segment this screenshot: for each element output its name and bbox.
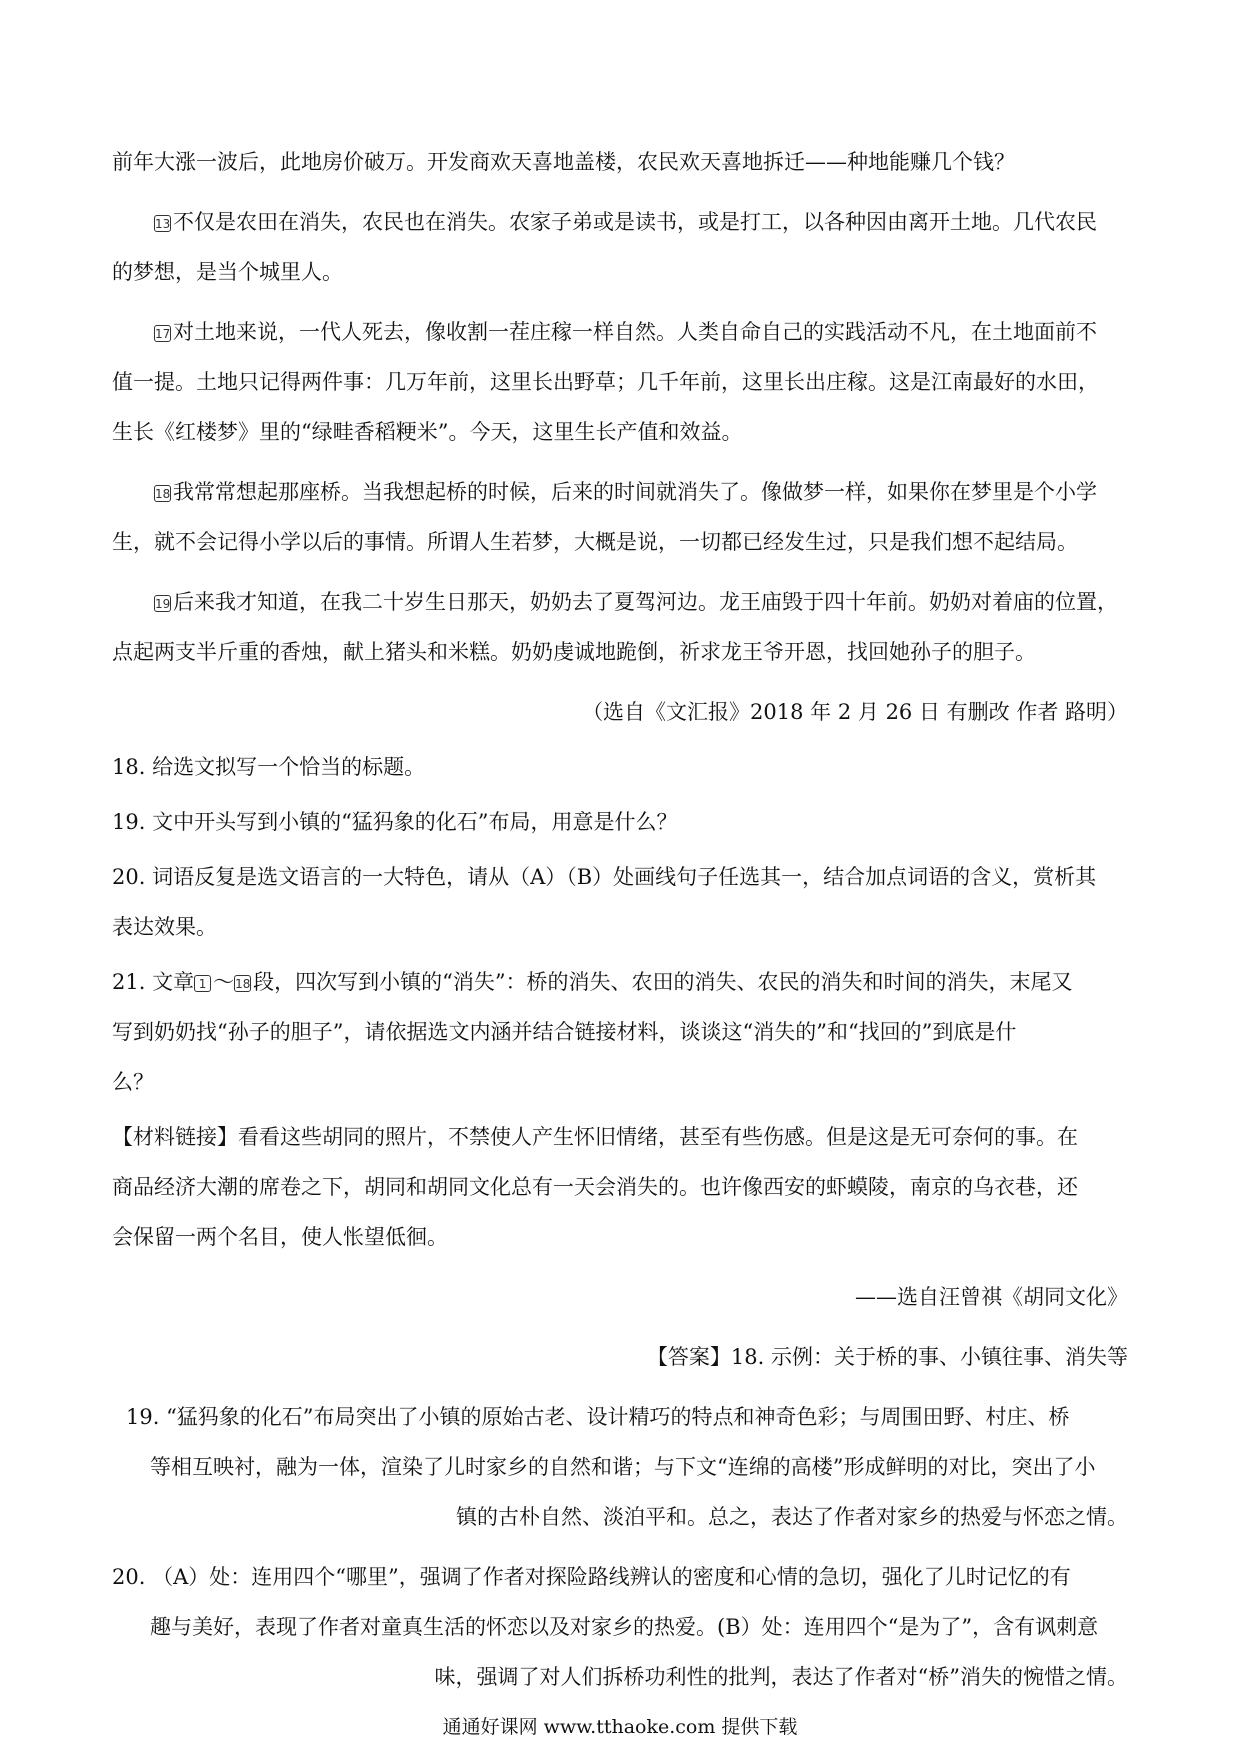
- question-21: [112, 972, 1073, 993]
- question-21-text: 段，四次写到小镇的“消失”：桥的消失、农田的消失、农民的消失和时间的消失，末尾又: [253, 970, 1073, 994]
- page-footer: 通通好课网 www.tthaoke.com 提供下载: [442, 1716, 798, 1738]
- paragraph-number-badge: 17: [155, 327, 171, 341]
- source-citation: （选自《文汇报》2018 年 2 月 26 日 有删改 作者 路明）: [582, 700, 1128, 724]
- paragraph-line: [154, 482, 1097, 503]
- material-source: ——选自汪曾祺《胡同文化》: [855, 1285, 1128, 1309]
- tilde: ～: [213, 970, 235, 994]
- paragraph-line: 值一提。土地只记得两件事：几万年前，这里长出野草；几千年前，这里长出庄稼。这是江南最好的水田，: [112, 370, 1099, 394]
- paragraph-number-badge: 18: [155, 487, 171, 501]
- question-20-cont: 表达效果。: [112, 915, 217, 939]
- paragraph-text: 我常常想起那座桥。当我想起桥的时候，后来的时间就消失了。像做梦一样，如果你在梦里是个小学: [173, 480, 1097, 504]
- paragraph-number-badge: 19: [155, 597, 171, 611]
- paragraph-line: [154, 322, 1097, 343]
- paragraph-number-badge: 1: [194, 975, 211, 992]
- answer-20: 20. （A）处：连用四个“哪里”，强调了作者对探险路线辨认的密度和心情的急切，强化了儿时记忆的有: [112, 1565, 1071, 1589]
- answer-19: 19. “猛犸象的化石”布局突出了小镇的原始古老、设计精巧的特点和神奇色彩；与周围田野、村庄、桥: [126, 1405, 1070, 1429]
- paragraph-line: 点起两支半斤重的香烛，献上猪头和米糕。奶奶虔诚地跪倒，祈求龙王爷开恩，找回她孙子的胆子。: [112, 640, 1036, 664]
- paragraph-line: 前年大涨一波后，此地房价破万。开发商欢天喜地盖楼，农民欢天喜地拆迁——种地能赚几个钱？: [112, 150, 1015, 174]
- material-line: 商品经济大潮的席卷之下，胡同和胡同文化总有一天会消失的。也许像西安的虾蟆陵，南京的乌衣巷，还: [112, 1175, 1078, 1199]
- paragraph-line: 生长《红楼梦》里的“绿畦香稻粳米”。今天，这里生长产值和效益。: [112, 420, 743, 444]
- question-21-prefix: 21. 文章: [112, 970, 195, 994]
- answer-20-cont: 趣与美好，表现了作者对童真生活的怀恋以及对家乡的热爱。(B）处：连用四个“是为了”，含有讽刺意: [150, 1615, 1099, 1639]
- answer-18: 【答案】18. 示例：关于桥的事、小镇往事、消失等: [646, 1345, 1128, 1369]
- question-19: 19. 文中开头写到小镇的“猛犸象的化石”布局，用意是什么？: [112, 810, 678, 834]
- answer-19-cont: 镇的古朴自然、淡泊平和。总之，表达了作者对家乡的热爱与怀恋之情。: [456, 1505, 1128, 1529]
- paragraph-line: 的梦想，是当个城里人。: [112, 260, 343, 284]
- material-line: 【材料链接】看看这些胡同的照片，不禁使人产生怀旧情绪，甚至有些伤感。但是这是无可奈何的事。在: [112, 1125, 1078, 1149]
- question-21-cont: 写到奶奶找“孙子的胆子”，请依据选文内涵并结合链接材料，谈谈这“消失的”和“找回的”到底是什: [112, 1020, 1017, 1044]
- paragraph-line: 生，就不会记得小学以后的事情。所谓人生若梦，大概是说，一切都已经发生过，只是我们想不起结局。: [112, 530, 1078, 554]
- answer-20-cont: 味，强调了对人们拆桥功利性的批判，表达了作者对“桥”消失的惋惜之情。: [434, 1665, 1128, 1689]
- paragraph-line: [154, 592, 1118, 613]
- paragraph-number-badge: 13: [155, 217, 171, 231]
- material-line: 会保留一两个名目，使人怅望低徊。: [112, 1225, 448, 1249]
- paragraph-text: 后来我才知道，在我二十岁生日那天，奶奶去了夏驾河边。龙王庙毁于四十年前。奶奶对着庙的位置，: [173, 590, 1118, 614]
- question-21-cont: 么？: [112, 1070, 154, 1094]
- question-18: 18. 给选文拟写一个恰当的标题。: [112, 755, 426, 779]
- paragraph-text: 对土地来说，一代人死去，像收割一茬庄稼一样自然。人类自命自己的实践活动不凡，在土地面前不: [173, 320, 1097, 344]
- paragraph-number-badge: 18: [235, 977, 251, 991]
- paragraph-text: 不仅是农田在消失，农民也在消失。农家子弟或是读书，或是打工，以各种因由离开土地。几代农民: [173, 210, 1097, 234]
- answer-19-cont: 等相互映衬，融为一体，渲染了儿时家乡的自然和谐；与下文“连绵的高楼”形成鲜明的对比，突出了小: [150, 1455, 1096, 1479]
- question-20: 20. 词语反复是选文语言的一大特色，请从（A）（B）处画线句子任选其一，结合加点词语的含义，赏析其: [112, 865, 1097, 889]
- paragraph-line: [154, 212, 1097, 233]
